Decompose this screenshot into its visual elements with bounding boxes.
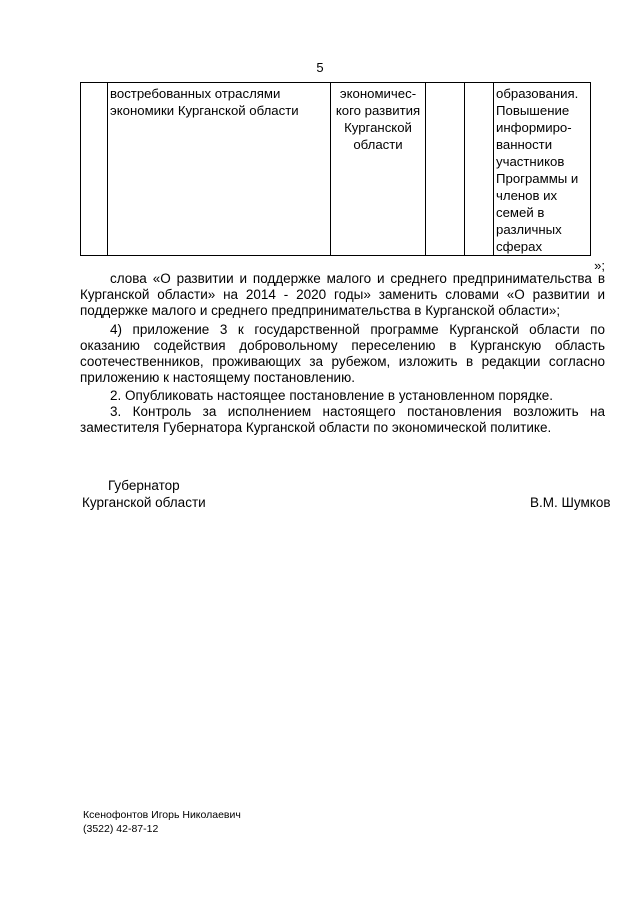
cell-line: сферах (496, 239, 543, 254)
cell-line: востребованных отраслями (110, 86, 281, 101)
cell-line: ванности (496, 137, 553, 152)
paragraph-words-replacement (80, 271, 605, 319)
page-number: 5 (316, 60, 324, 75)
cell-line: Курганской (344, 120, 412, 135)
table-cell-description (108, 83, 331, 256)
executor-footer (83, 808, 241, 836)
continuation-table (80, 82, 591, 256)
table-cell-executor (331, 83, 426, 256)
cell-line: информиро- (496, 120, 572, 135)
cell-line: экономичес- (339, 86, 417, 101)
paragraph-line: 2. Опубликовать настоящее постановление в установленном порядке. (110, 388, 554, 403)
table-cell-index (81, 83, 108, 256)
cell-line: участников (496, 154, 565, 169)
paragraph-appendix-3 (80, 322, 605, 386)
signatory-title-line1: Губернатор (108, 478, 180, 493)
cell-line: области (353, 137, 403, 152)
cell-line: экономики Курганской области (110, 103, 299, 118)
cell-line: семей в (496, 205, 545, 220)
signatory-title-line2: Курганской области (82, 495, 206, 510)
executor-name: Ксенофонтов Игорь Николаевич (83, 809, 241, 821)
paragraph-publish (80, 388, 605, 404)
signatory-name: В.М. Шумков (530, 495, 611, 510)
table-cell-result (494, 83, 591, 256)
cell-line: кого развития (335, 103, 421, 118)
paragraph-line: Курганской области» на 2014 - 2020 годы» заменить словами «О развитии и (80, 287, 605, 302)
executor-phone: (3522) 42-87-12 (83, 823, 159, 835)
paragraph-line: поддержке малого и среднего предпринимательства в Курганской области»; (80, 303, 561, 318)
paragraph-control (80, 404, 605, 436)
table-cell-empty (426, 83, 465, 256)
cell-line: Программы и (496, 171, 579, 186)
paragraph-line: соотечественников, проживающих за рубежом, изложить в редакции согласно (80, 354, 605, 369)
paragraph-line: слова «О развитии и поддержке малого и среднего предпринимательства в (110, 271, 605, 286)
table-cell-empty (465, 83, 494, 256)
paragraph-line: 4) приложение 3 к государственной программе Курганской области по (110, 322, 605, 337)
closing-quote: »; (594, 258, 605, 273)
paragraph-line: приложению к настоящему постановлению. (80, 370, 355, 385)
paragraph-line: 3. Контроль за исполнением настоящего постановления возложить на (110, 404, 605, 419)
cell-line: Повышение (496, 103, 570, 118)
paragraph-line: заместителя Губернатора Курганской области по экономической политике. (80, 420, 552, 435)
paragraph-line: оказанию содействия добровольному переселению в Курганскую область (80, 338, 605, 353)
cell-line: образования. (496, 86, 579, 101)
cell-line: различных (496, 222, 562, 237)
cell-line: членов их (496, 188, 558, 203)
